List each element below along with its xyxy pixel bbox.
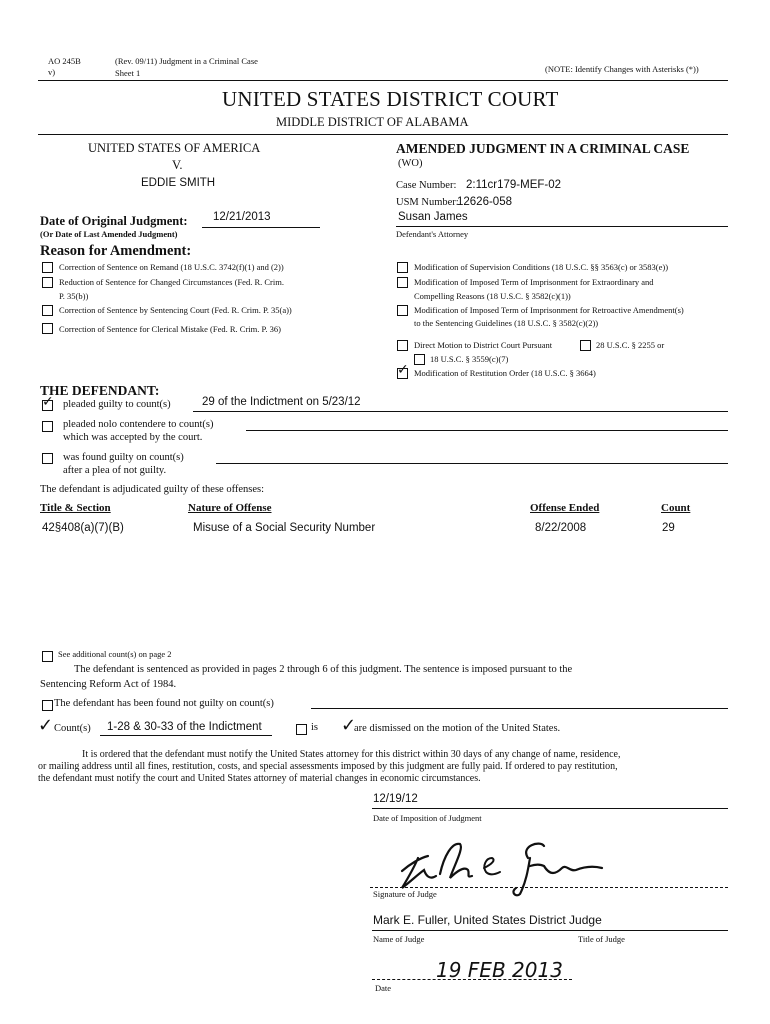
counts-check-icon: ✓ (38, 715, 54, 736)
header-rule (38, 80, 728, 81)
offense-title-cell: 42§408(a)(7)(B) (42, 522, 124, 534)
document-subtitle: (WO) (398, 158, 423, 169)
counts-is-label: is (311, 722, 319, 733)
offense-count-cell: 29 (662, 522, 675, 534)
amend-correction-checkbox[interactable] (42, 305, 53, 316)
form-revision: (Rev. 09/11) Judgment in a Criminal Case (115, 56, 258, 66)
nolo-rule (246, 430, 728, 431)
counts-value: 1-28 & 30-33 of the Indictment (107, 721, 262, 733)
dismissed-label: are dismissed on the motion of the United States. (354, 723, 561, 734)
document-title: AMENDED JUDGMENT IN A CRIMINAL CASE (396, 141, 690, 156)
counts-is-checkbox[interactable] (296, 724, 307, 735)
amend-direct-motion-label: Direct Motion to District Court Pursuant (414, 340, 553, 350)
amend-remand-checkbox[interactable] (42, 262, 53, 273)
col-count: Count (661, 502, 691, 514)
nolo-label: pleaded nolo contendere to count(s) (63, 419, 214, 430)
signature-rule (370, 887, 728, 888)
col-offense-ended: Offense Ended (530, 502, 600, 514)
imposition-rule (372, 808, 728, 809)
amend-2255-label: 28 U.S.C. § 2255 or (596, 340, 665, 350)
case-number: 2:11cr179-MEF-02 (466, 179, 562, 191)
usm-number: 12626-058 (457, 196, 512, 208)
col-title-section: Title & Section (40, 502, 111, 514)
sentence-text-line2: Sentencing Reform Act of 1984. (40, 679, 177, 690)
amendment-heading: Reason for Amendment: (40, 243, 192, 259)
offense-ended-cell: 8/22/2008 (535, 522, 587, 534)
found-guilty-label: was found guilty on count(s) (63, 452, 184, 463)
amend-supervision-label: Modification of Supervision Conditions (18 U.S.C. §§ 3563(c) or 3583(e)) (414, 262, 669, 272)
col-nature-offense: Nature of Offense (188, 502, 272, 514)
pleaded-guilty-label: pleaded guilty to count(s) (63, 399, 171, 410)
original-judgment-label: Date of Original Judgment: (40, 214, 188, 228)
counts-rule (100, 735, 272, 736)
amend-supervision-checkbox[interactable] (397, 262, 408, 273)
form-code-line2: v) (48, 67, 56, 77)
versus: V. (172, 158, 183, 172)
form-sheet: Sheet 1 (115, 68, 141, 78)
usm-label: USM Number: (396, 197, 459, 208)
adjudicated-text: The defendant is adjudicated guilty of these offenses: (40, 484, 265, 495)
dismissed-check-icon: ✓ (341, 715, 357, 736)
amend-reduction-label-2: P. 35(b)) (59, 291, 89, 301)
last-amended-label: (Or Date of Last Amended Judgment) (40, 229, 178, 239)
amend-retroactive-label: Modification of Imposed Term of Imprisonment for Retroactive Amendment(s) (414, 305, 684, 315)
amend-clerical-checkbox[interactable] (42, 323, 53, 334)
counts-label: Count(s) (54, 723, 91, 734)
amend-3559-checkbox[interactable] (414, 354, 425, 365)
amend-restitution-label: Modification of Restitution Order (18 U.S.C. § 3664) (414, 368, 596, 378)
header-note: (NOTE: Identify Changes with Asterisks (*)) (545, 64, 699, 74)
pleaded-guilty-checkbox[interactable] (42, 400, 53, 411)
signed-date: 19 FEB 2013 (436, 958, 563, 982)
additional-counts-checkbox[interactable] (42, 651, 53, 662)
order-text-line3: the defendant must notify the court and United States attorney of material changes in economic circumstances. (38, 773, 481, 784)
date-label: Date (375, 983, 392, 993)
amend-reduction-checkbox[interactable] (42, 277, 53, 288)
not-guilty-rule (311, 708, 728, 709)
nolo-checkbox[interactable] (42, 421, 53, 432)
order-text-line2: or mailing address until all fines, restitution, costs, and special assessments imposed by this judgment are fully paid. If ordered to pay restitution, (38, 761, 618, 772)
signature-label: Signature of Judge (373, 889, 437, 899)
imposition-date: 12/19/12 (373, 793, 418, 805)
sentence-text-line1: The defendant is sentenced as provided in pages 2 through 6 of this judgment. The sentence is imposed pursuant to the (74, 664, 573, 675)
amend-extraordinary-label: Modification of Imposed Term of Imprisonment for Extraordinary and (414, 277, 654, 287)
amend-direct-motion-checkbox[interactable] (397, 340, 408, 351)
amend-3559-label: 18 U.S.C. § 3559(c)(7) (430, 354, 509, 364)
additional-counts-label: See additional count(s) on page 2 (58, 649, 172, 659)
nolo-label-2: which was accepted by the court. (63, 432, 203, 443)
imposition-label: Date of Imposition of Judgment (373, 813, 482, 823)
found-guilty-checkbox[interactable] (42, 453, 53, 464)
amend-retroactive-checkbox[interactable] (397, 305, 408, 316)
original-judgment-date: 12/21/2013 (213, 211, 271, 223)
case-number-label: Case Number: (396, 180, 457, 191)
pleaded-guilty-value: 29 of the Indictment on 5/23/12 (202, 396, 361, 408)
found-guilty-rule (216, 463, 728, 464)
pleaded-guilty-rule (193, 411, 728, 412)
district-rule (38, 134, 728, 135)
amend-extraordinary-checkbox[interactable] (397, 277, 408, 288)
court-district: MIDDLE DISTRICT OF ALABAMA (276, 115, 469, 129)
found-guilty-label-2: after a plea of not guilty. (63, 465, 167, 476)
amend-reduction-label: Reduction of Sentence for Changed Circumstances (Fed. R. Crim. (59, 277, 284, 287)
date-rule (372, 979, 572, 980)
amend-extraordinary-label-2: Compelling Reasons (18 U.S.C. § 3582(c)(1)) (414, 291, 571, 301)
order-text-line1: It is ordered that the defendant must notify the United States attorney for this district within 30 days of any change of name, residence, (82, 749, 621, 760)
judge-name: Mark E. Fuller, United States District Judge (373, 913, 602, 927)
attorney-label: Defendant's Attorney (396, 229, 469, 239)
amend-2255-checkbox[interactable] (580, 340, 591, 351)
original-judgment-rule (202, 227, 320, 228)
court-title: UNITED STATES DISTRICT COURT (222, 87, 559, 111)
amend-retroactive-label-2: to the Sentencing Guidelines (18 U.S.C. § 3582(c)(2)) (414, 318, 599, 328)
title-label: Title of Judge (578, 934, 625, 944)
defendant-name: EDDIE SMITH (141, 177, 216, 189)
attorney-rule (396, 226, 728, 227)
defendant-heading: THE DEFENDANT: (40, 383, 160, 398)
attorney-name: Susan James (398, 211, 468, 223)
not-guilty-label: The defendant has been found not guilty on count(s) (54, 698, 274, 709)
amend-clerical-label: Correction of Sentence for Clerical Mistake (Fed. R. Crim. P. 36) (59, 324, 281, 334)
plaintiff-name: UNITED STATES OF AMERICA (88, 141, 261, 155)
offense-nature-cell: Misuse of a Social Security Number (193, 522, 376, 534)
form-code: AO 245B (48, 56, 81, 66)
judge-name-rule (372, 930, 728, 931)
amend-correction-label: Correction of Sentence by Sentencing Court (Fed. R. Crim. P. 35(a)) (59, 305, 292, 315)
amend-restitution-checkbox[interactable] (397, 368, 408, 379)
name-label: Name of Judge (373, 934, 425, 944)
amend-remand-label: Correction of Sentence on Remand (18 U.S.C. 3742(f)(1) and (2)) (59, 262, 284, 272)
not-guilty-checkbox[interactable] (42, 700, 53, 711)
